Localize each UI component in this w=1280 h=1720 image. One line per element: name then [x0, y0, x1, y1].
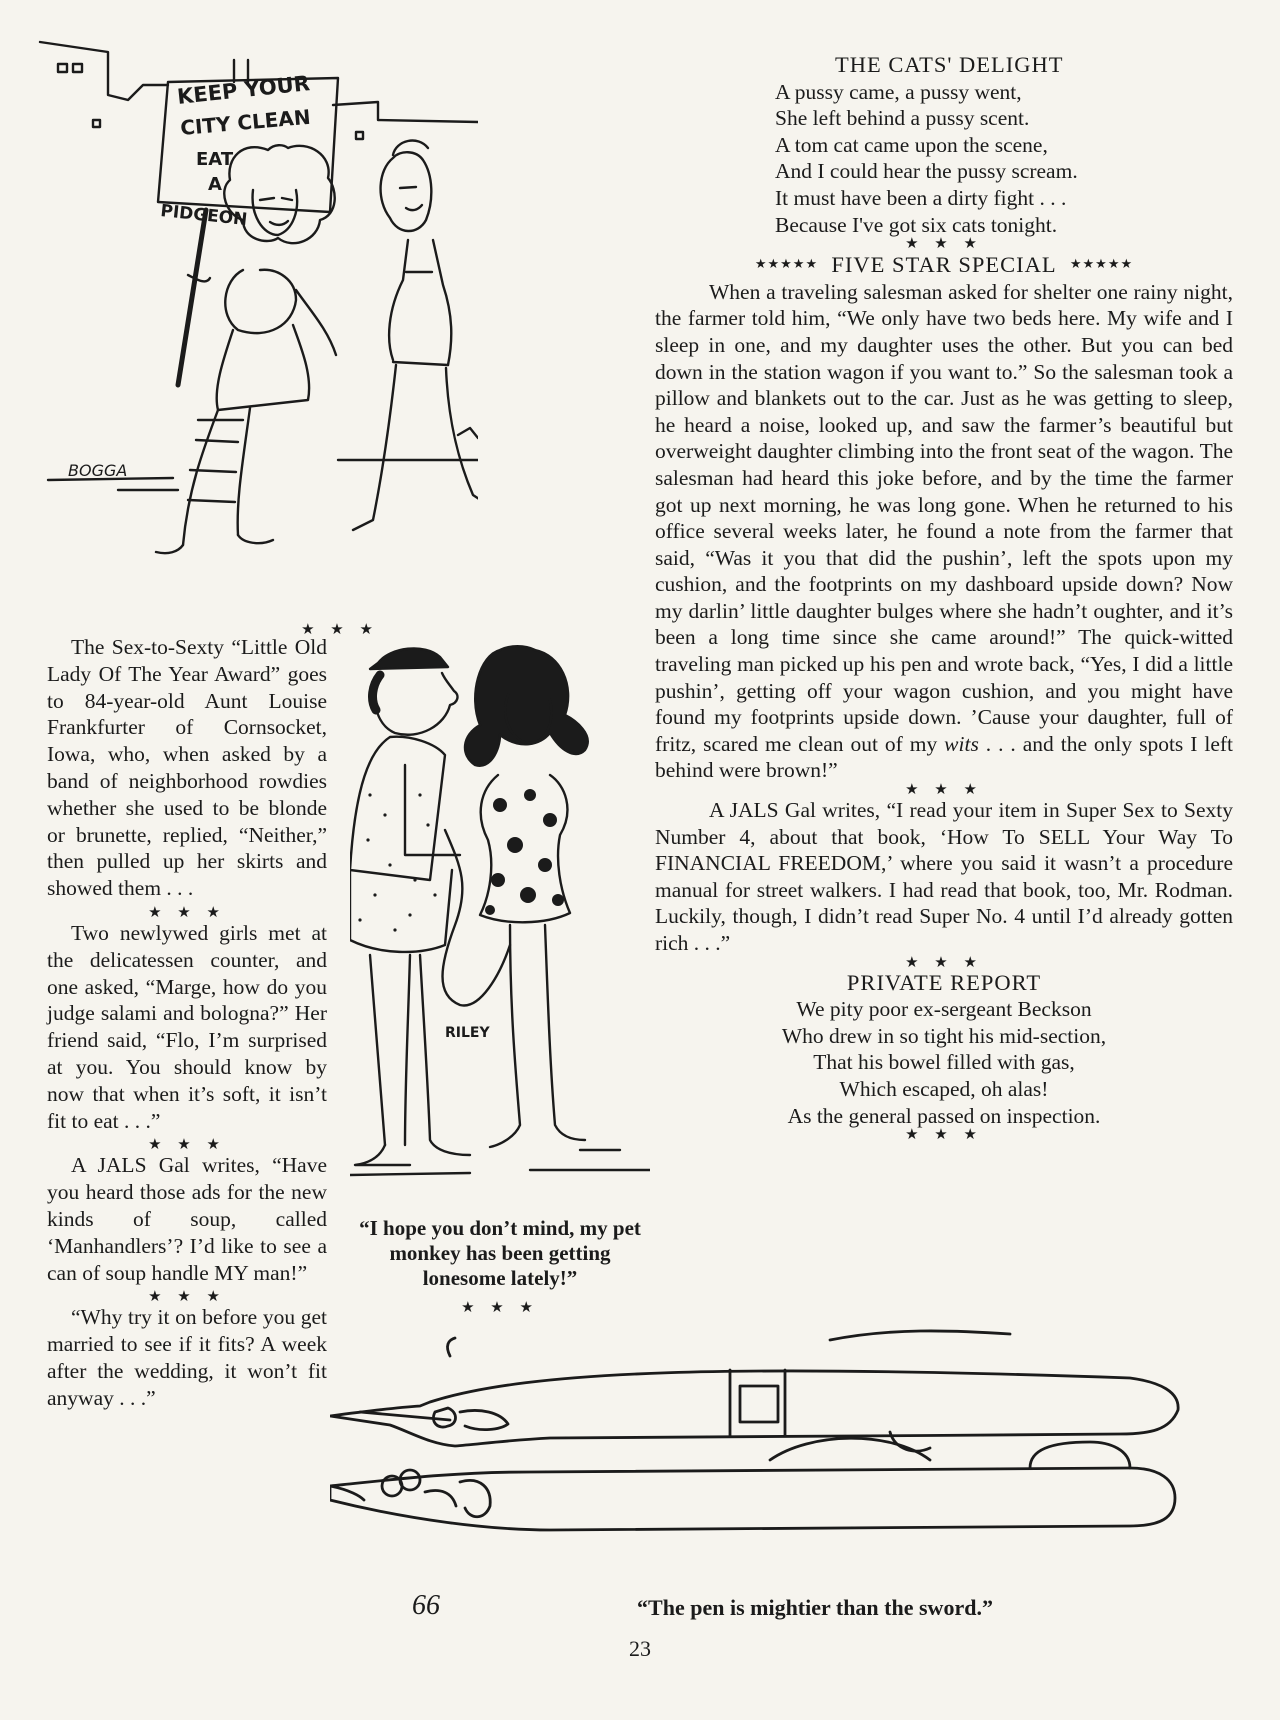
joke-text-end: . . . and the only spots I left behind were brown!”: [655, 731, 1233, 783]
separator-stars: ★ ★ ★: [461, 1300, 539, 1316]
right-column: [655, 52, 1233, 1142]
cartoon-drawing: [330, 1320, 1250, 1590]
newlyweds-item: Two newlywed girls met at the delicatessen counter, and one asked, “Marge, how do you judge salami and bologna?” Her friend said, “Flo, I’m surprised at you. You should know by now that when it’s soft, it isn’t fit to eat . . .”: [47, 920, 327, 1133]
sign-line-5: PIDGEON: [159, 201, 249, 231]
sign-line-3: EAT: [196, 149, 234, 170]
separator-stars: ★ ★ ★: [148, 1137, 226, 1154]
poem-line: We pity poor ex-sergeant Beckson: [796, 997, 1092, 1022]
heading-stars-left: ★★★★★: [754, 256, 819, 272]
fits-item: “Why try it on before you get married to see if it fits? A week after the wedding, it won’t fit anyway . . .”: [47, 1305, 327, 1410]
artist-signature-66: 66: [412, 1590, 440, 1621]
poem-line: Who drew in so tight his mid-section,: [781, 1023, 1107, 1048]
artist-signature: RILEY: [445, 1025, 490, 1041]
poem-line: It must have been a dirty fight . . .: [775, 185, 1067, 210]
poem-line: A pussy came, a pussy went,: [775, 79, 1022, 104]
separator-stars: ★ ★ ★: [905, 954, 983, 971]
joke-italic-word: wits: [944, 731, 979, 756]
separator-stars: ★ ★ ★: [148, 1289, 226, 1306]
cartoon-drawing: [350, 625, 650, 1205]
sign-line-2: CITY CLEAN: [179, 104, 312, 140]
five-star-joke: [655, 279, 1233, 784]
separator-stars: ★ ★ ★: [905, 1127, 983, 1144]
cartoon-drawing: [38, 40, 478, 610]
five-star-title: FIVE STAR SPECIAL: [831, 252, 1057, 278]
soup-item: A JALS Gal writes, “Have you heard those ads for the new kinds of soup, called ‘Manhandlers’? I’d like to see a can of soup handle MY man!”: [47, 1153, 327, 1285]
private-report-title: PRIVATE REPORT: [846, 969, 1042, 995]
artist-signature: BOGGA: [68, 461, 128, 480]
separator-stars: ★ ★ ★: [301, 622, 379, 638]
heading-stars-right: ★★★★★: [1069, 256, 1134, 272]
five-star-heading: [655, 251, 1233, 279]
poem-line: Because I've got six cats tonight.: [775, 212, 1058, 237]
sign-line-1: KEEP YOUR: [176, 71, 311, 109]
poem-line: Which escaped, oh alas!: [839, 1076, 1049, 1101]
joke-text: When a traveling salesman asked for shelter one rainy night, the farmer told him, “We only have two beds here. My wife and I sleep in one, and my daughter uses the other. But you can bed down in the station wagon if you want to.” So the salesman took a pillow and blankets out to the car. Just as he was getting to sleep, he heard a noise, looked up, and saw the farmer’s beautiful but overweight daughter climbing into the front seat of the wagon. The salesman had heard this joke before, and by the time the farmer got up next morning, he was long gone. When he returned to his office several weeks later, he found a note from the farmer that said, “Was it you that did the pushin’, left the spots upon my cushion, and the footprints on my dashboard upside down? Now my darlin’ little daughter bulges where she hadn’t oughter, and it’s been a long time since she came around!” The quick-witted traveling man picked up his pen and wrote back, “Yes, I did a little pushin’, getting off your wagon cushion, and you might have found my footprints upside down. ’Cause your daughter, full of fritz, scared me clean out of my: [655, 279, 1233, 756]
cats-delight-title: THE CATS' DELIGHT: [835, 52, 1064, 77]
poem-line: As the general passed on inspection.: [787, 1103, 1101, 1128]
left-column: [47, 634, 327, 1412]
separator-stars: ★ ★ ★: [148, 904, 226, 921]
sign-line-4: A: [208, 174, 222, 195]
private-report-poem: [655, 970, 1233, 1130]
page-number: 23: [629, 1636, 651, 1661]
cartoon-pet-monkey: [350, 625, 650, 1205]
poem-line: That his bowel filled with gas,: [813, 1050, 1075, 1075]
cartoon-keep-city-clean: [38, 40, 478, 610]
award-item: The Sex-to-Sexty “Little Old Lady Of The Year Award” goes to 84-year-old Aunt Louise Frankfurter of Cornsocket, Iowa, who, when asked by a band of neighborhood rowdies whether she used to be blonde or brunette, replied, “Neither,” then pulled up her skirts and showed them . . .: [47, 635, 327, 901]
separator-stars: ★ ★ ★: [905, 782, 983, 799]
poem-line: And I could hear the pussy scream.: [775, 159, 1078, 184]
jals-gal-item: A JALS Gal writes, “I read your item in Super Sex to Sexty Number 4, about that book, ‘How To SELL Your Way To FINANCIAL FREEDOM,’ where you said it wasn’t a procedure manual for street walkers. I had read that book, too, Mr. Rodman. Luckily, though, I didn’t read Super No. 4 until I’d already gotten rich . . .”: [655, 798, 1233, 955]
separator-stars: ★ ★ ★: [905, 236, 983, 253]
cats-delight-poem: [655, 52, 1233, 238]
pet-monkey-caption: “I hope you don’t mind, my pet monkey has been getting lonesome lately!”: [359, 1216, 641, 1290]
pen-caption: “The pen is mightier than the sword.”: [637, 1595, 993, 1620]
cartoon-pen-mightier: [330, 1320, 1250, 1590]
poem-line: A tom cat came upon the scene,: [775, 132, 1048, 157]
poem-line: She left behind a pussy scent.: [775, 106, 1030, 131]
